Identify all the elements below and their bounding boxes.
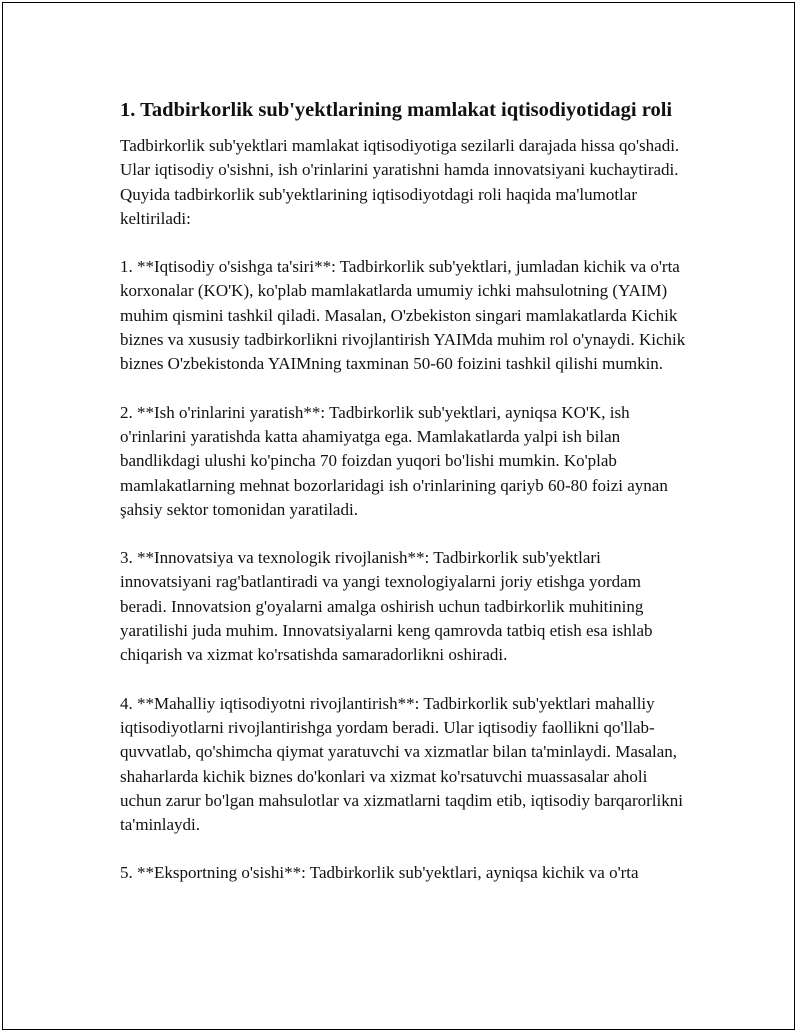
document-body	[120, 97, 690, 910]
page-frame	[2, 2, 795, 1030]
paragraph-export-growth: 5. **Eksportning o'sishi**: Tadbirkorlik sub'yektlari, ayniqsa kichik va o'rta	[120, 863, 639, 883]
paragraph-local-economy: 4. **Mahalliy iqtisodiyotni rivojlantirish**: Tadbirkorlik sub'yektlari mahalliy iqtisodiyotlarni rivojlantirishga yordam beradi. Ular iqtisodiy faollikni qo'llab-quvvatlab, qo'shimcha qiymat yaratuvchi va xizmatlar bilan ta'minlaydi. Masalan, shaharlarda kichik biznes do'konlari va xizmat ko'rsatuvchi muassasalar aholi uchun zarur bo'lgan mahsulotlar va xizmatlarni taqdim etib, iqtisodiy barqarorlikni ta'minlaydi.	[120, 693, 683, 835]
paragraph-innovation: 3. **Innovatsiya va texnologik rivojlanish**: Tadbirkorlik sub'yektlari innovatsiyani rag'batlantiradi va yangi texnologiyalarni joriy etishga yordam beradi. Innovatsion g'oyalarni amalga oshirish uchun tadbirkorlik muhitining yaratilishi juda muhim. Innovatsiyalarni keng qamrovda tatbiq etish esa ishlab chiqarish va xizmat ko'rsatishda samaradorlikni oshiradi.	[120, 548, 653, 665]
intro-paragraph: Tadbirkorlik sub'yektlari mamlakat iqtisodiyotiga sezilarli darajada hissa qo'shadi. Ular iqtisodiy o'sishni, ish o'rinlarini yaratishni hamda innovatsiyani kuchaytiradi. Quyida tadbirkorlik sub'yektlarining iqtisodiyotdagi roli haqida ma'lumotlar keltiriladi:	[120, 136, 680, 228]
paragraph-job-creation: 2. **Ish o'rinlarini yaratish**: Tadbirkorlik sub'yektlari, ayniqsa KO'K, ish o'rinlarini yaratishda katta ahamiyatga ega. Mamlakatlarda yalpi ish bilan bandlikdagi ulushi ko'pincha 70 foizdan yuqori bo'lishi mumkin. Ko'plab mamlakatlarning mehnat bozorlaridagi ish o'rinlarining qariyb 60-80 foizi aynan şahsiy sektor tomonidan yaratiladi.	[120, 402, 668, 519]
section-heading: 1. Tadbirkorlik sub'yektlarining mamlakat iqtisodiyotidagi roli	[120, 99, 673, 121]
paragraph-economic-growth: 1. **Iqtisodiy o'sishga ta'siri**: Tadbirkorlik sub'yektlari, jumladan kichik va o'rta korxonalar (KO'K), ko'plab mamlakatlarda umumiy ichki mahsulotning (YAIM) muhim qismini tashkil qiladi. Masalan, O'zbekiston singari mamlakatlarda Kichik biznes va xususiy tadbirkorlikni rivojlantirish YAIMda muhim rol o'ynaydi. Kichik biznes O'zbekistonda YAIMning taxminan 50-60 foizini tashkil qilishi mumkin.	[120, 257, 686, 374]
